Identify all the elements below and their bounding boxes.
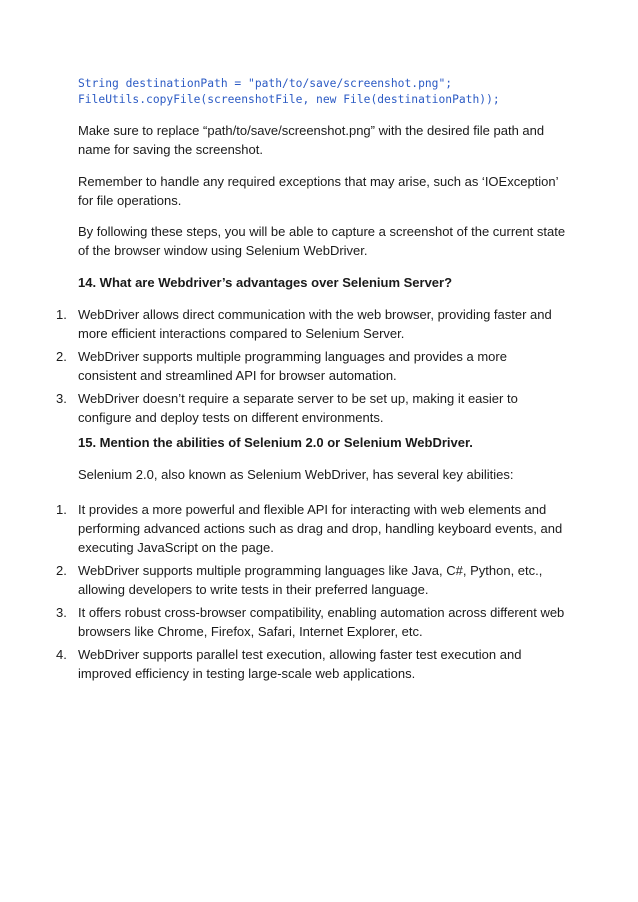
code-block — [78, 76, 500, 108]
list-item — [0, 603, 568, 641]
list-item-number: 4. — [56, 647, 67, 662]
list-item-number: 1. — [56, 307, 67, 322]
paragraph-summary: By following these steps, you will be able to capture a screenshot of the current state of the browser window using Selenium WebDriver. — [78, 224, 566, 258]
list-item — [0, 389, 568, 427]
list-item-text: WebDriver supports parallel test execution, allowing faster test execution and improved efficiency in testing large-scale web applications. — [78, 647, 522, 681]
list-item-number: 3. — [56, 605, 67, 620]
code-line: String destinationPath = "path/to/save/screenshot.png"; — [78, 77, 453, 90]
list-item — [0, 500, 568, 557]
list-item — [0, 645, 568, 683]
list-item-text: It offers robust cross-browser compatibility, enabling automation across different web browsers like Chrome, Firefox, Safari, Internet Explorer, etc. — [78, 605, 565, 639]
section-14-heading: 14. What are Webdriver’s advantages over Selenium Server? — [78, 275, 453, 290]
list-item-number: 3. — [56, 391, 67, 406]
list-item-text: WebDriver supports multiple programming languages and provides a more consistent and streamlined API for browser automation. — [78, 349, 507, 383]
section-15-intro: Selenium 2.0, also known as Selenium WebDriver, has several key abilities: — [78, 467, 514, 482]
list-item-number: 1. — [56, 502, 67, 517]
paragraph-replace-path: Make sure to replace “path/to/save/screenshot.png” with the desired file path and name for saving the screenshot. — [78, 123, 545, 157]
list-item-text: WebDriver supports multiple programming languages like Java, C#, Python, etc., allowing developers to write tests in their preferred language. — [78, 563, 543, 597]
paragraph-exceptions: Remember to handle any required exceptions that may arise, such as ‘IOException’ for file operations. — [78, 174, 559, 208]
list-item-text: WebDriver doesn’t require a separate server to be set up, making it easier to configure and deploy tests on different environments. — [78, 391, 518, 425]
list-item — [0, 305, 568, 343]
list-item-number: 2. — [56, 349, 67, 364]
code-line: FileUtils.copyFile(screenshotFile, new File(destinationPath)); — [78, 93, 500, 106]
list-item — [0, 347, 568, 385]
list-item — [0, 561, 568, 599]
section-15-heading: 15. Mention the abilities of Selenium 2.0 or Selenium WebDriver. — [78, 435, 473, 450]
section-14-list — [0, 305, 638, 431]
list-item-text: WebDriver allows direct communication with the web browser, providing faster and more efficient interactions compared to Selenium Server. — [78, 307, 552, 341]
section-15-list — [0, 500, 638, 687]
list-item-text: It provides a more powerful and flexible API for interacting with web elements and performing advanced actions such as drag and drop, handling keyboard events, and executing JavaScript on the page. — [78, 502, 563, 555]
list-item-number: 2. — [56, 563, 67, 578]
